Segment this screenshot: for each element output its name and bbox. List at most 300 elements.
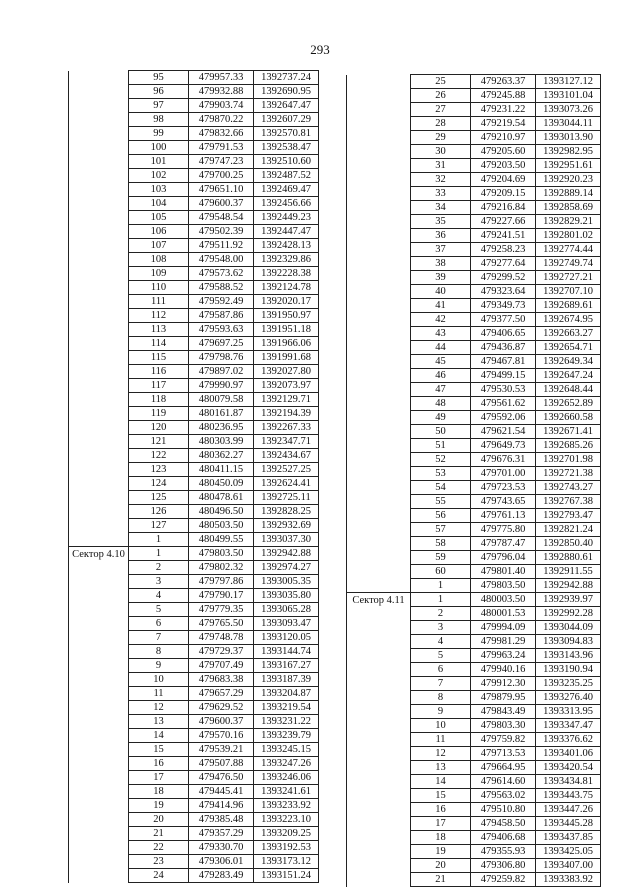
x-coordinate-cell: 479803.30 (471, 719, 536, 733)
point-number-cell: 27 (411, 103, 471, 117)
x-coordinate-cell: 479499.15 (471, 369, 536, 383)
point-number-cell: 102 (129, 169, 189, 183)
point-number-cell: 38 (411, 257, 471, 271)
x-coordinate-cell: 479445.41 (189, 785, 254, 799)
point-number-cell: 42 (411, 313, 471, 327)
y-coordinate-cell: 1393187.39 (254, 673, 319, 687)
y-coordinate-cell: 1392267.33 (254, 421, 319, 435)
point-number-cell: 56 (411, 509, 471, 523)
x-coordinate-cell: 479801.40 (471, 565, 536, 579)
x-coordinate-cell: 479216.84 (471, 201, 536, 215)
y-coordinate-cell: 1392660.58 (536, 411, 601, 425)
point-number-cell: 123 (129, 463, 189, 477)
point-number-cell: 18 (129, 785, 189, 799)
point-number-cell: 58 (411, 537, 471, 551)
x-coordinate-cell: 479796.04 (471, 551, 536, 565)
y-coordinate-cell: 1392652.89 (536, 397, 601, 411)
x-coordinate-cell: 479903.74 (189, 99, 254, 113)
point-number-cell: 20 (129, 813, 189, 827)
y-coordinate-cell: 1393434.81 (536, 775, 601, 789)
point-number-cell: 17 (129, 771, 189, 785)
y-coordinate-cell: 1392449.23 (254, 211, 319, 225)
y-coordinate-cell: 1392129.71 (254, 393, 319, 407)
point-number-cell: 101 (129, 155, 189, 169)
point-number-cell: 103 (129, 183, 189, 197)
x-coordinate-cell: 479539.21 (189, 743, 254, 757)
x-coordinate-cell: 479729.37 (189, 645, 254, 659)
y-coordinate-cell: 1392073.97 (254, 379, 319, 393)
point-number-cell: 55 (411, 495, 471, 509)
y-coordinate-cell: 1392821.24 (536, 523, 601, 537)
point-number-cell: 19 (129, 799, 189, 813)
point-number-cell: 109 (129, 267, 189, 281)
x-coordinate-cell: 479204.69 (471, 173, 536, 187)
x-coordinate-cell: 479940.16 (471, 663, 536, 677)
y-coordinate-cell: 1392674.95 (536, 313, 601, 327)
point-number-cell: 100 (129, 141, 189, 155)
y-coordinate-cell: 1393013.90 (536, 131, 601, 145)
x-coordinate-cell: 480499.55 (189, 533, 254, 547)
y-coordinate-cell: 1392607.29 (254, 113, 319, 127)
x-coordinate-cell: 479701.00 (471, 467, 536, 481)
x-coordinate-cell: 479664.95 (471, 761, 536, 775)
y-coordinate-cell: 1393209.25 (254, 827, 319, 841)
point-number-cell: 3 (129, 575, 189, 589)
y-coordinate-cell: 1393247.26 (254, 757, 319, 771)
x-coordinate-cell: 479306.01 (189, 855, 254, 869)
table-row (69, 71, 319, 85)
x-coordinate-cell: 479990.97 (189, 379, 254, 393)
x-coordinate-cell: 479349.73 (471, 299, 536, 313)
x-coordinate-cell: 479832.66 (189, 127, 254, 141)
x-coordinate-cell: 479507.88 (189, 757, 254, 771)
table-row (69, 547, 319, 561)
y-coordinate-cell: 1393101.04 (536, 89, 601, 103)
y-coordinate-cell: 1393235.25 (536, 677, 601, 691)
table-row (347, 75, 601, 89)
point-number-cell: 23 (129, 855, 189, 869)
point-number-cell: 18 (411, 831, 471, 845)
point-number-cell: 45 (411, 355, 471, 369)
y-coordinate-cell: 1392510.60 (254, 155, 319, 169)
y-coordinate-cell: 1393407.00 (536, 859, 601, 873)
x-coordinate-cell: 479963.24 (471, 649, 536, 663)
point-number-cell: 107 (129, 239, 189, 253)
point-number-cell: 24 (129, 869, 189, 883)
y-coordinate-cell: 1393204.87 (254, 687, 319, 701)
point-number-cell: 12 (129, 701, 189, 715)
x-coordinate-cell: 479573.62 (189, 267, 254, 281)
x-coordinate-cell: 479629.52 (189, 701, 254, 715)
y-coordinate-cell: 1392228.38 (254, 267, 319, 281)
y-coordinate-cell: 1393037.30 (254, 533, 319, 547)
x-coordinate-cell: 479879.95 (471, 691, 536, 705)
point-number-cell: 16 (411, 803, 471, 817)
y-coordinate-cell: 1392721.38 (536, 467, 601, 481)
y-coordinate-cell: 1393376.62 (536, 733, 601, 747)
point-number-cell: 15 (129, 743, 189, 757)
x-coordinate-cell: 479209.15 (471, 187, 536, 201)
y-coordinate-cell: 1393245.15 (254, 743, 319, 757)
point-number-cell: 5 (411, 649, 471, 663)
point-number-cell: 29 (411, 131, 471, 145)
point-number-cell: 17 (411, 817, 471, 831)
x-coordinate-cell: 479259.82 (471, 873, 536, 887)
point-number-cell: 105 (129, 211, 189, 225)
point-number-cell: 9 (129, 659, 189, 673)
y-coordinate-cell: 1392649.34 (536, 355, 601, 369)
point-number-cell: 113 (129, 323, 189, 337)
y-coordinate-cell: 1393094.83 (536, 635, 601, 649)
x-coordinate-cell: 479227.66 (471, 215, 536, 229)
x-coordinate-cell: 479592.06 (471, 411, 536, 425)
x-coordinate-cell: 479600.37 (189, 197, 254, 211)
y-coordinate-cell: 1392828.25 (254, 505, 319, 519)
y-coordinate-cell: 1392858.69 (536, 201, 601, 215)
x-coordinate-cell: 479748.78 (189, 631, 254, 645)
coordinates-table-right (346, 74, 601, 887)
y-coordinate-cell: 1392329.86 (254, 253, 319, 267)
y-coordinate-cell: 1392690.95 (254, 85, 319, 99)
y-coordinate-cell: 1393447.26 (536, 803, 601, 817)
x-coordinate-cell: 479683.38 (189, 673, 254, 687)
point-number-cell: 15 (411, 789, 471, 803)
x-coordinate-cell: 480003.50 (471, 593, 536, 607)
x-coordinate-cell: 479570.16 (189, 729, 254, 743)
point-number-cell: 20 (411, 859, 471, 873)
y-coordinate-cell: 1392648.44 (536, 383, 601, 397)
point-number-cell: 1 (129, 533, 189, 547)
point-number-cell: 2 (129, 561, 189, 575)
x-coordinate-cell: 479897.02 (189, 365, 254, 379)
point-number-cell: 31 (411, 159, 471, 173)
y-coordinate-cell: 1392456.66 (254, 197, 319, 211)
point-number-cell: 114 (129, 337, 189, 351)
x-coordinate-cell: 479779.35 (189, 603, 254, 617)
y-coordinate-cell: 1392889.14 (536, 187, 601, 201)
y-coordinate-cell: 1393233.92 (254, 799, 319, 813)
x-coordinate-cell: 479957.33 (189, 71, 254, 85)
x-coordinate-cell: 479713.53 (471, 747, 536, 761)
point-number-cell: 97 (129, 99, 189, 113)
y-coordinate-cell: 1392932.69 (254, 519, 319, 533)
point-number-cell: 21 (411, 873, 471, 887)
y-coordinate-cell: 1392194.39 (254, 407, 319, 421)
point-number-cell: 11 (411, 733, 471, 747)
y-coordinate-cell: 1392428.13 (254, 239, 319, 253)
point-number-cell: 104 (129, 197, 189, 211)
x-coordinate-cell: 479614.60 (471, 775, 536, 789)
x-coordinate-cell: 479561.62 (471, 397, 536, 411)
point-number-cell: 127 (129, 519, 189, 533)
y-coordinate-cell: 1393073.26 (536, 103, 601, 117)
x-coordinate-cell: 480411.15 (189, 463, 254, 477)
x-coordinate-cell: 479747.23 (189, 155, 254, 169)
x-coordinate-cell: 479707.49 (189, 659, 254, 673)
point-number-cell: 25 (411, 75, 471, 89)
x-coordinate-cell: 479587.86 (189, 309, 254, 323)
point-number-cell: 95 (129, 71, 189, 85)
x-coordinate-cell: 479759.82 (471, 733, 536, 747)
y-coordinate-cell: 1392671.41 (536, 425, 601, 439)
y-coordinate-cell: 1391951.18 (254, 323, 319, 337)
y-coordinate-cell: 1392942.88 (254, 547, 319, 561)
point-number-cell: 53 (411, 467, 471, 481)
y-coordinate-cell: 1393167.27 (254, 659, 319, 673)
point-number-cell: 59 (411, 551, 471, 565)
y-coordinate-cell: 1393445.28 (536, 817, 601, 831)
page-number: 293 (310, 42, 330, 57)
y-coordinate-cell: 1393065.28 (254, 603, 319, 617)
x-coordinate-cell: 479676.31 (471, 453, 536, 467)
y-coordinate-cell: 1393420.54 (536, 761, 601, 775)
point-number-cell: 4 (411, 635, 471, 649)
y-coordinate-cell: 1393276.40 (536, 691, 601, 705)
x-coordinate-cell: 479406.68 (471, 831, 536, 845)
y-coordinate-cell: 1393437.85 (536, 831, 601, 845)
y-coordinate-cell: 1392951.61 (536, 159, 601, 173)
x-coordinate-cell: 479981.29 (471, 635, 536, 649)
x-coordinate-cell: 479932.88 (189, 85, 254, 99)
y-coordinate-cell: 1392469.47 (254, 183, 319, 197)
point-number-cell: 51 (411, 439, 471, 453)
x-coordinate-cell: 480362.27 (189, 449, 254, 463)
y-coordinate-cell: 1392624.41 (254, 477, 319, 491)
y-coordinate-cell: 1392920.23 (536, 173, 601, 187)
x-coordinate-cell: 479651.10 (189, 183, 254, 197)
y-coordinate-cell: 1392027.80 (254, 365, 319, 379)
y-coordinate-cell: 1392774.44 (536, 243, 601, 257)
y-coordinate-cell: 1392939.97 (536, 593, 601, 607)
y-coordinate-cell: 1393127.12 (536, 75, 601, 89)
y-coordinate-cell: 1392942.88 (536, 579, 601, 593)
x-coordinate-cell: 479843.49 (471, 705, 536, 719)
y-coordinate-cell: 1393044.09 (536, 621, 601, 635)
point-number-cell: 14 (411, 775, 471, 789)
y-coordinate-cell: 1393173.12 (254, 855, 319, 869)
y-coordinate-cell: 1392689.61 (536, 299, 601, 313)
x-coordinate-cell: 479761.13 (471, 509, 536, 523)
point-number-cell: 112 (129, 309, 189, 323)
y-coordinate-cell: 1393035.80 (254, 589, 319, 603)
x-coordinate-cell: 479797.86 (189, 575, 254, 589)
point-number-cell: 21 (129, 827, 189, 841)
point-number-cell: 111 (129, 295, 189, 309)
y-coordinate-cell: 1393383.92 (536, 873, 601, 887)
point-number-cell: 36 (411, 229, 471, 243)
table-row (347, 593, 601, 607)
x-coordinate-cell: 480478.61 (189, 491, 254, 505)
x-coordinate-cell: 479700.25 (189, 169, 254, 183)
y-coordinate-cell: 1392850.40 (536, 537, 601, 551)
y-coordinate-cell: 1392447.47 (254, 225, 319, 239)
x-coordinate-cell: 479563.02 (471, 789, 536, 803)
point-number-cell: 2 (411, 607, 471, 621)
y-coordinate-cell: 1392829.21 (536, 215, 601, 229)
sector-label: Сектор 4.11 (352, 595, 405, 606)
y-coordinate-cell: 1392654.71 (536, 341, 601, 355)
x-coordinate-cell: 479245.88 (471, 89, 536, 103)
point-number-cell: 118 (129, 393, 189, 407)
y-coordinate-cell: 1392743.27 (536, 481, 601, 495)
point-number-cell: 121 (129, 435, 189, 449)
sector-cell (69, 71, 129, 547)
y-coordinate-cell: 1392911.55 (536, 565, 601, 579)
y-coordinate-cell: 1392647.24 (536, 369, 601, 383)
y-coordinate-cell: 1393190.94 (536, 663, 601, 677)
y-coordinate-cell: 1392527.25 (254, 463, 319, 477)
x-coordinate-cell: 480001.53 (471, 607, 536, 621)
x-coordinate-cell: 479798.76 (189, 351, 254, 365)
y-coordinate-cell: 1392992.28 (536, 607, 601, 621)
x-coordinate-cell: 479621.54 (471, 425, 536, 439)
x-coordinate-cell: 479803.50 (189, 547, 254, 561)
x-coordinate-cell: 479357.29 (189, 827, 254, 841)
y-coordinate-cell: 1392801.02 (536, 229, 601, 243)
x-coordinate-cell: 479600.37 (189, 715, 254, 729)
point-number-cell: 60 (411, 565, 471, 579)
x-coordinate-cell: 479205.60 (471, 145, 536, 159)
point-number-cell: 124 (129, 477, 189, 491)
sector-label: Сектор 4.10 (72, 549, 125, 560)
point-number-cell: 34 (411, 201, 471, 215)
x-coordinate-cell: 479467.81 (471, 355, 536, 369)
y-coordinate-cell: 1393143.96 (536, 649, 601, 663)
point-number-cell: 99 (129, 127, 189, 141)
y-coordinate-cell: 1392793.47 (536, 509, 601, 523)
y-coordinate-cell: 1392020.17 (254, 295, 319, 309)
point-number-cell: 57 (411, 523, 471, 537)
y-coordinate-cell: 1393425.05 (536, 845, 601, 859)
x-coordinate-cell: 479323.64 (471, 285, 536, 299)
y-coordinate-cell: 1392663.27 (536, 327, 601, 341)
y-coordinate-cell: 1392725.11 (254, 491, 319, 505)
point-number-cell: 28 (411, 117, 471, 131)
point-number-cell: 106 (129, 225, 189, 239)
point-number-cell: 6 (129, 617, 189, 631)
x-coordinate-cell: 479502.39 (189, 225, 254, 239)
point-number-cell: 125 (129, 491, 189, 505)
x-coordinate-cell: 479511.92 (189, 239, 254, 253)
x-coordinate-cell: 479283.49 (189, 869, 254, 883)
x-coordinate-cell: 479231.22 (471, 103, 536, 117)
point-number-cell: 9 (411, 705, 471, 719)
y-coordinate-cell: 1393044.11 (536, 117, 601, 131)
y-coordinate-cell: 1393151.24 (254, 869, 319, 883)
x-coordinate-cell: 479210.97 (471, 131, 536, 145)
y-coordinate-cell: 1391966.06 (254, 337, 319, 351)
point-number-cell: 108 (129, 253, 189, 267)
y-coordinate-cell: 1392347.71 (254, 435, 319, 449)
x-coordinate-cell: 480079.58 (189, 393, 254, 407)
x-coordinate-cell: 479406.65 (471, 327, 536, 341)
point-number-cell: 50 (411, 425, 471, 439)
point-number-cell: 7 (129, 631, 189, 645)
sector-cell (69, 547, 129, 883)
point-number-cell: 26 (411, 89, 471, 103)
y-coordinate-cell: 1393231.22 (254, 715, 319, 729)
point-number-cell: 35 (411, 215, 471, 229)
point-number-cell: 8 (129, 645, 189, 659)
x-coordinate-cell: 479870.22 (189, 113, 254, 127)
x-coordinate-cell: 479377.50 (471, 313, 536, 327)
point-number-cell: 1 (411, 579, 471, 593)
x-coordinate-cell: 479548.00 (189, 253, 254, 267)
point-number-cell: 10 (411, 719, 471, 733)
x-coordinate-cell: 479592.49 (189, 295, 254, 309)
x-coordinate-cell: 480450.09 (189, 477, 254, 491)
y-coordinate-cell: 1393246.06 (254, 771, 319, 785)
point-number-cell: 46 (411, 369, 471, 383)
point-number-cell: 43 (411, 327, 471, 341)
x-coordinate-cell: 479241.51 (471, 229, 536, 243)
x-coordinate-cell: 479994.09 (471, 621, 536, 635)
x-coordinate-cell: 479593.63 (189, 323, 254, 337)
y-coordinate-cell: 1392434.67 (254, 449, 319, 463)
point-number-cell: 41 (411, 299, 471, 313)
y-coordinate-cell: 1392701.98 (536, 453, 601, 467)
y-coordinate-cell: 1392727.21 (536, 271, 601, 285)
x-coordinate-cell: 479219.54 (471, 117, 536, 131)
y-coordinate-cell: 1392982.95 (536, 145, 601, 159)
x-coordinate-cell: 479385.48 (189, 813, 254, 827)
y-coordinate-cell: 1393120.05 (254, 631, 319, 645)
x-coordinate-cell: 479306.80 (471, 859, 536, 873)
x-coordinate-cell: 479548.54 (189, 211, 254, 225)
y-coordinate-cell: 1393401.06 (536, 747, 601, 761)
y-coordinate-cell: 1391991.68 (254, 351, 319, 365)
point-number-cell: 120 (129, 421, 189, 435)
y-coordinate-cell: 1392707.10 (536, 285, 601, 299)
x-coordinate-cell: 480236.95 (189, 421, 254, 435)
x-coordinate-cell: 479355.93 (471, 845, 536, 859)
point-number-cell: 8 (411, 691, 471, 705)
y-coordinate-cell: 1393443.75 (536, 789, 601, 803)
point-number-cell: 22 (129, 841, 189, 855)
y-coordinate-cell: 1393093.47 (254, 617, 319, 631)
y-coordinate-cell: 1393219.54 (254, 701, 319, 715)
point-number-cell: 7 (411, 677, 471, 691)
point-number-cell: 32 (411, 173, 471, 187)
x-coordinate-cell: 480503.50 (189, 519, 254, 533)
y-coordinate-cell: 1392538.47 (254, 141, 319, 155)
y-coordinate-cell: 1393005.35 (254, 575, 319, 589)
point-number-cell: 54 (411, 481, 471, 495)
y-coordinate-cell: 1392737.24 (254, 71, 319, 85)
x-coordinate-cell: 479258.23 (471, 243, 536, 257)
point-number-cell: 40 (411, 285, 471, 299)
x-coordinate-cell: 479697.25 (189, 337, 254, 351)
x-coordinate-cell: 479803.50 (471, 579, 536, 593)
point-number-cell: 122 (129, 449, 189, 463)
x-coordinate-cell: 479299.52 (471, 271, 536, 285)
y-coordinate-cell: 1393223.10 (254, 813, 319, 827)
coordinates-table-left (68, 70, 319, 883)
point-number-cell: 49 (411, 411, 471, 425)
point-number-cell: 14 (129, 729, 189, 743)
point-number-cell: 48 (411, 397, 471, 411)
point-number-cell: 116 (129, 365, 189, 379)
y-coordinate-cell: 1392749.74 (536, 257, 601, 271)
point-number-cell: 47 (411, 383, 471, 397)
x-coordinate-cell: 479765.50 (189, 617, 254, 631)
x-coordinate-cell: 479912.30 (471, 677, 536, 691)
x-coordinate-cell: 479723.53 (471, 481, 536, 495)
x-coordinate-cell: 479530.53 (471, 383, 536, 397)
point-number-cell: 1 (411, 593, 471, 607)
point-number-cell: 13 (411, 761, 471, 775)
point-number-cell: 39 (411, 271, 471, 285)
